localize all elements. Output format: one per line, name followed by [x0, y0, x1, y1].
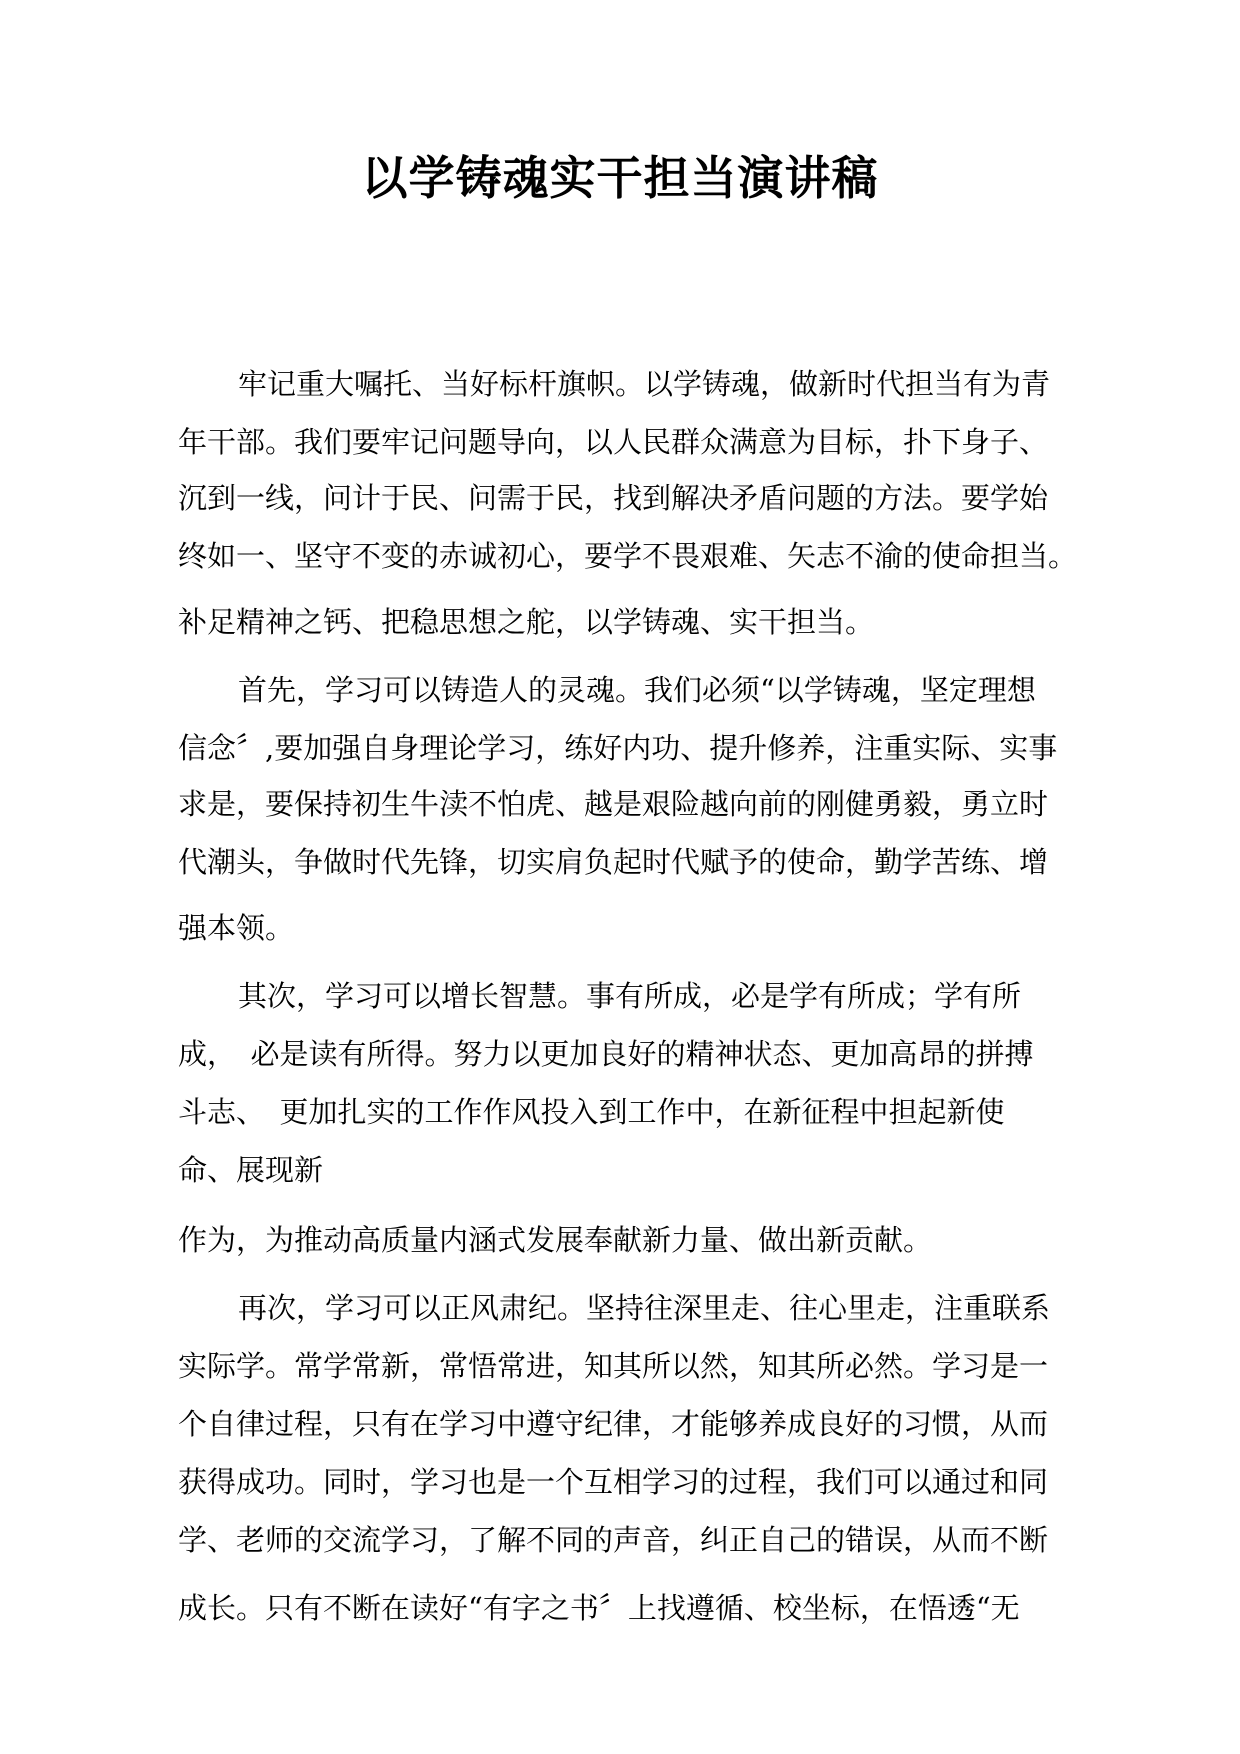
- paragraph-2-line-4: 代潮头，争做时代先锋，切实肩负起时代赋予的使命，勤学苦练、增: [178, 845, 1049, 879]
- paragraph-2-line-5: 强本领。: [178, 911, 295, 945]
- paragraph-4-line-6: 成长。只有不断在读好“有字之书〞上找遵循、校坐标，在悟透“无: [178, 1591, 1020, 1625]
- paragraph-3-line-2: 成， 必是读有所得。努力以更加良好的精神状态、更加高昂的拼搏: [178, 1037, 1034, 1071]
- paragraph-2-line-1: 首先，学习可以铸造人的灵魂。我们必须“以学铸魂，坚定理想: [238, 673, 1036, 707]
- paragraph-1-line-4: 终如一、坚守不变的赤诚初心，要学不畏艰难、矢志不渝的使命担当。: [178, 539, 1078, 573]
- paragraph-4-line-4: 获得成功。同时，学习也是一个互相学习的过程，我们可以通过和同: [178, 1465, 1049, 1499]
- paragraph-1-line-1: 牢记重大嘱托、当好标杆旗帜。以学铸魂，做新时代担当有为青: [238, 367, 1051, 401]
- paragraph-3-line-5: 作为，为推动高质量内涵式发展奉献新力量、做出新贡献。: [178, 1223, 933, 1257]
- paragraph-1-line-2: 年干部。我们要牢记问题导向，以人民群众满意为目标，扑下身子、: [178, 425, 1049, 459]
- paragraph-1-line-3: 沉到一线，问计于民、问需于民，找到解决矛盾问题的方法。要学始: [178, 481, 1049, 515]
- paragraph-3-line-1: 其次，学习可以增长智慧。事有所成，必是学有所成；学有所: [238, 979, 1022, 1013]
- document-title: 以学铸魂实干担当演讲稿: [361, 151, 879, 205]
- paragraph-4-line-3: 个自律过程，只有在学习中遵守纪律，才能够养成良好的习惯，从而: [178, 1407, 1049, 1441]
- paragraph-3-line-4: 命、展现新: [178, 1153, 324, 1187]
- paragraph-1-line-5: 补足精神之钙、把稳思想之舵，以学铸魂、实干担当。: [178, 605, 875, 639]
- paragraph-4-line-1: 再次，学习可以正风肃纪。坚持往深里走、往心里走，注重联系: [238, 1291, 1051, 1325]
- paragraph-4-line-5: 学、老师的交流学习，了解不同的声音，纠正自己的错误，从而不断: [178, 1523, 1049, 1557]
- paragraph-2-line-3: 求是，要保持初生牛渎不怕虎、越是艰险越向前的刚健勇毅，勇立时: [178, 787, 1049, 821]
- paragraph-4-line-2: 实际学。常学常新，常悟常进，知其所以然，知其所必然。学习是一: [178, 1349, 1049, 1383]
- paragraph-2-line-2: 信念〞,要加强自身理论学习，练好内功、提升修养，注重实际、实事: [178, 731, 1058, 765]
- paragraph-3-line-3: 斗志、 更加扎实的工作作风投入到工作中，在新征程中担起新使: [178, 1095, 1005, 1129]
